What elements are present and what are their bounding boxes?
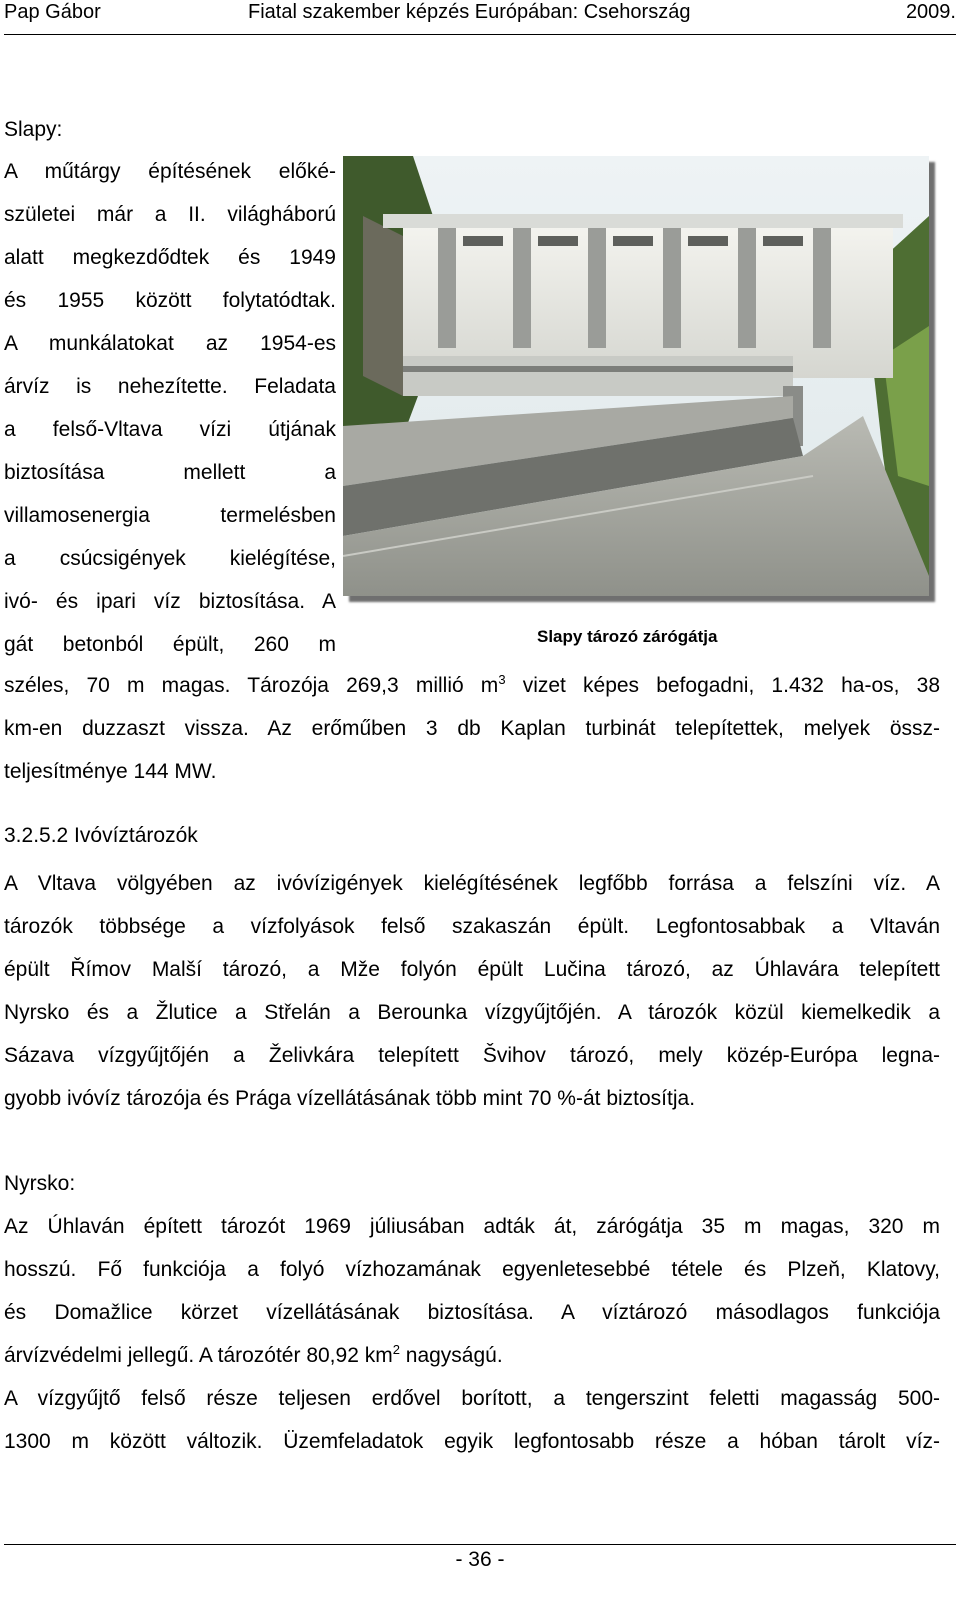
- header-author: Pap Gábor: [4, 1, 101, 23]
- photo-caption: Slapy tározó zárógátja: [537, 627, 718, 646]
- footer-rule: [4, 1544, 956, 1545]
- slapy-heading: Slapy:: [4, 118, 63, 141]
- header-year: 2009.: [905, 1, 956, 23]
- header-title: Fiatal szakember képzés Európában: Csehország: [248, 1, 691, 23]
- section-heading: 3.2.5.2 Ivóvíztározók: [4, 824, 198, 847]
- section-text: A Vltava völgyében az ivóvízigények kielégítésének legfőbb forrása a felszíni víz. A tározók többsége a vízfolyások felső szakaszán épült. Legfontosabbak a Vltaván épült Římov Malší tározó, a Mže folyón épült Lučina tározó, az Úhlavára telepített Nyrsko és a Žlutice a Střelán a Berounka vízgyűjtőjén. A tározók közül kiemelkedik a Sázava vízgyűjtőjén a Želivkára telepített Švihov tározó, mely közép-Európa legna- gyobb ivóvíz tározója és Prága vízellátásának több mint 70 %-át biztosítja.: [4, 872, 940, 1110]
- dam-photo: [343, 156, 929, 596]
- nyrsko-text: Az Úhlaván épített tározót 1969 júliusában adták át, zárógátja 35 m magas, 320 m hosszú. Fő funkciója a folyó vízhozamának egyenletesebbé tétele és Plzeň, Klatovy, és Domažlice körzet vízellátásának biztosítása. A víztározó másodlagos funkciója árvízvédelmi jellegű. A tározótér 80,92 $km^2$ nagyságú. A vízgyűjtő felső része teljesen erdővel borított, a tengerszint feletti magasság 500- 1300 m között változik. Üzemfeladatok egyik legfontosabb része a hóban tárolt víz-: [4, 1215, 940, 1453]
- nyrsko-heading: Nyrsko:: [4, 1172, 76, 1195]
- page-number: - 36 -: [455, 1548, 505, 1571]
- slapy-full-text: széles, 70 m magas. Tározója 269,3 millió $m^3$ vizet képes befogadni, 1.432 ha-os, 38 km-en duzzaszt vissza. Az erőműben 3 db Kaplan turbinát telepítettek, melyek össz- teljesítménye 144 MW.: [4, 672, 941, 783]
- slapy-side-text: A műtárgy építésének előké- születei már a II. világháború alatt megkezdődtek és 1949 és 1955 között folytatódtak. A munkálatokat az 1954-es árvíz is nehezítette. Feladata a felső-Vltava vízi útjának biztosítása mellett a villamosenergia termelésben a csúcsigények kielégítése, ivó- és ipari víz biztosítása. A gát betonból épült, 260 m: [4, 160, 336, 656]
- page-header: [4, 0, 956, 35]
